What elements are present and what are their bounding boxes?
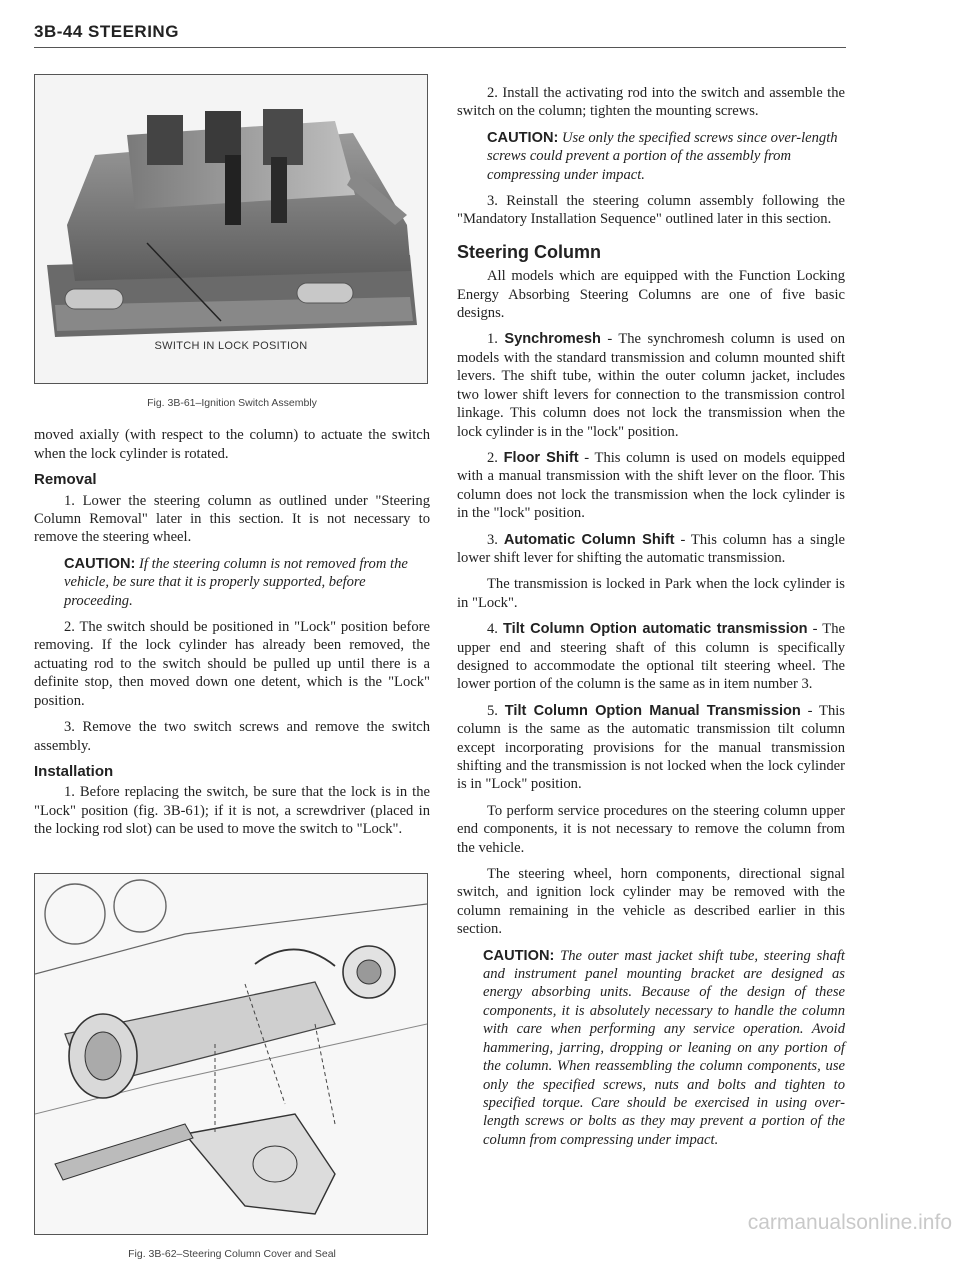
caution-label: CAUTION: [483, 947, 555, 964]
service-paragraph-2: The steering wheel, horn components, directional signal switch, and ignition lock cylinder may be removed with the column remaining in the vehicle as described earlier in this section. [457, 866, 845, 938]
ignition-switch-figure [34, 74, 428, 384]
design-item-2 [457, 449, 845, 523]
item-text: - This column has a single lower shift lever for shifting the automatic transmission. [457, 531, 846, 566]
install-step-3: 3. Reinstall the steering column assembly following the "Mandatory Installation Sequence" outlined later in this section. [457, 193, 845, 228]
removal-step-2: 2. The switch should be positioned in "Lock" position before removing. If the lock cylinder has already been removed, the actuating rod to the switch should be pulled up until there is a definite stop, then moved down one detent, which is the "Lock" position. [34, 619, 430, 709]
design-item-5 [457, 702, 845, 794]
caution-label: CAUTION: [64, 555, 136, 572]
item-text: - This column is used on models equipped with a manual transmission with the shift lever on the floor. This column does not lock the transmission when the lock cylinder is in the "lock" position. [457, 449, 845, 522]
steering-column-figure [34, 873, 428, 1235]
installation-heading: Installation [34, 762, 114, 780]
removal-caution [34, 555, 430, 610]
left-column [34, 58, 430, 1277]
item-number: 2. [487, 449, 498, 466]
caution-text: The outer mast jacket shift tube, steering shaft and instrument panel mounting bracket are designed as energy absorbing units. Because of the design of these components, it is absolutely necessary to handle the column with care when performing any service operation. Avoid hammering, jarring, dropping or leaning on any portion of the column. When reassembling the column components, use only the specified screws, nuts and bolts and tighten to specified torque. Care should be exercised in using over-length screws or bolts as they may prevent a portion of the column from compressing under impact. [483, 947, 845, 1148]
figure-label: SWITCH IN LOCK POSITION [154, 340, 308, 352]
park-note: The transmission is locked in Park when the lock cylinder is in "Lock". [457, 576, 845, 611]
item-title: Floor Shift [503, 449, 579, 466]
caution-label: CAUTION: [487, 129, 559, 146]
service-paragraph-1: To perform service procedures on the steering column upper end components, it is not necessary to remove the column from the vehicle. [457, 802, 845, 856]
item-text: - The upper end and steering shaft of this column is specifically designed to accommodate the optional tilt steering wheel. The lower portion of the column is the same as in item number 3. [457, 621, 845, 693]
figure-caption: Fig. 3B-61–Ignition Switch Assembly [147, 397, 317, 409]
steering-intro: All models which are equipped with the Function Locking Energy Absorbing Steering Columns are one of five basic designs. [457, 268, 845, 322]
removal-step-3: 3. Remove the two switch screws and remove the switch assembly. [34, 719, 430, 754]
item-title: Synchromesh [504, 331, 601, 348]
intro-paragraph: moved axially (with respect to the column) to actuate the switch when the lock cylinder is rotated. [34, 427, 430, 462]
steering-column-drawing [35, 874, 427, 1234]
site-watermark: carmanualsonline.info [747, 1211, 952, 1234]
item-number: 1. [487, 331, 498, 348]
item-number: 3. [487, 531, 498, 548]
item-text: - This column is the same as the automatic transmission tilt column except incorporating provisions for the manual transmission shifting and the transmission is not locked when the lock cylinder is in "Lock" position. [457, 702, 845, 793]
steering-column-heading: Steering Column [457, 241, 602, 262]
install-step-2: 2. Install the activating rod into the switch and assemble the switch on the column; tighten the mounting screws. [457, 85, 845, 120]
design-item-1 [457, 330, 845, 440]
removal-heading: Removal [34, 471, 97, 489]
header-rule [34, 47, 846, 48]
final-caution [457, 947, 845, 1149]
item-title: Tilt Column Option Manual Transmission [504, 702, 801, 719]
item-title: Automatic Column Shift [503, 531, 675, 548]
item-title: Tilt Column Option automatic transmission [503, 621, 808, 638]
removal-step-1: 1. Lower the steering column as outlined under "Steering Column Removal" later in this section. It is not necessary to remove the steering wheel. [34, 492, 430, 546]
page-header: 3B-44 STEERING [34, 22, 179, 41]
figure-caption: Fig. 3B-62–Steering Column Cover and Seal [128, 1247, 336, 1260]
caution-text: Use only the specified screws since over-length screws could prevent a portion of the assembly from compressing under impact. [487, 129, 838, 183]
item-text: - The synchromesh column is used on models with the standard transmission and column mounted shift levers. The shift tube, within the outer column jacket, includes two lower shift levers for connection to the transmission control linkage. This column does not lock the transmission when the lock cylinder is in the "lock" position. [457, 331, 845, 440]
installation-step-1: 1. Before replacing the switch, be sure that the lock is in the "Lock" position (fig. 3B-61); if it is not, a screwdriver (placed in the locking rod slot) can be used to move the switch to "Lock". [34, 784, 430, 838]
caution-text: If the steering column is not removed from the vehicle, be sure that it is properly supported, before proceeding. [64, 555, 408, 609]
right-column [457, 84, 845, 1157]
design-item-4 [457, 620, 845, 694]
item-number: 4. [487, 621, 498, 638]
design-item-3 [457, 531, 845, 568]
install-caution [457, 129, 845, 184]
item-number: 5. [487, 702, 498, 719]
